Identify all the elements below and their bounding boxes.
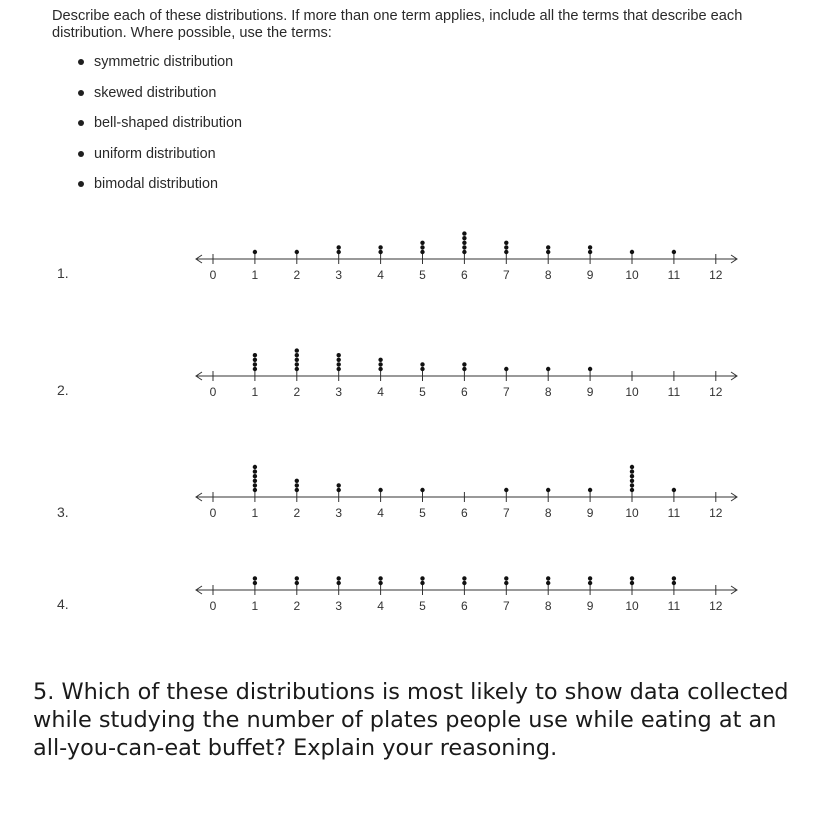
data-dot [378,245,382,249]
data-dot [420,488,424,492]
tick-label: 8 [544,385,552,399]
data-dot [378,358,382,362]
data-dot [504,367,508,371]
data-dot [588,250,592,254]
data-dot [504,250,508,254]
tick-label: 0 [209,268,217,282]
data-dot [504,581,508,585]
tick-label: 10 [625,268,639,282]
data-dot [295,362,299,366]
data-dot [420,362,424,366]
tick-label: 7 [502,599,510,613]
tick-label: 8 [544,268,552,282]
tick-label: 3 [335,385,343,399]
tick-label: 6 [461,506,468,520]
data-dot [462,576,466,580]
data-dot [295,581,299,585]
data-dot [295,576,299,580]
tick-label: 7 [502,385,510,399]
data-dot [630,250,634,254]
plot-2-label: 2. [57,382,69,398]
data-dot [546,581,550,585]
tick-label: 0 [209,385,217,399]
tick-label: 4 [377,506,384,520]
data-dot [295,353,299,357]
tick-label: 2 [293,385,301,399]
data-dot [462,241,466,245]
data-dot [546,245,550,249]
data-dot [420,576,424,580]
data-dot [462,231,466,235]
data-dot [630,479,634,483]
data-dot [337,353,341,357]
data-dot [295,483,299,487]
data-dot [378,250,382,254]
term-label: uniform distribution [94,145,216,162]
tick-label: 4 [377,599,384,613]
tick-label: 4 [377,268,384,282]
data-dot [546,367,550,371]
data-dot [337,362,341,366]
plot-3-label: 3. [57,504,69,520]
tick-label: 0 [209,599,217,613]
data-dot [588,581,592,585]
tick-label: 9 [586,599,594,613]
data-dot [420,250,424,254]
tick-label: 3 [335,599,343,613]
data-dot [462,362,466,366]
tick-label: 12 [709,599,723,613]
data-dot [337,576,341,580]
tick-label: 6 [461,599,468,613]
tick-label: 11 [667,385,681,399]
data-dot [337,358,341,362]
data-dot [630,469,634,473]
data-dot [337,488,341,492]
plot-4-label: 4. [57,596,69,612]
tick-label: 12 [709,506,723,520]
data-dot [420,367,424,371]
tick-label: 10 [625,385,639,399]
data-dot [378,576,382,580]
data-dot [295,479,299,483]
data-dot [253,474,257,478]
tick-label: 5 [419,599,426,613]
data-dot [295,488,299,492]
data-dot [253,581,257,585]
term-label: bell-shaped distribution [94,115,242,131]
tick-label: 11 [667,506,681,520]
data-dot [630,576,634,580]
data-dot [546,250,550,254]
data-dot [588,488,592,492]
data-dot [630,581,634,585]
data-dot [672,488,676,492]
data-dot [253,483,257,487]
tick-label: 9 [586,385,594,399]
data-dot [588,245,592,249]
data-dot [420,581,424,585]
term-label: bimodal distribution [94,176,218,192]
data-dot [253,469,257,473]
data-dot [253,362,257,366]
data-dot [337,581,341,585]
tick-label: 2 [293,599,301,613]
tick-label: 4 [377,385,384,399]
tick-label: 3 [335,506,343,520]
data-dot [295,250,299,254]
tick-label: 7 [502,506,510,520]
data-dot [630,465,634,469]
tick-label: 10 [625,506,639,520]
data-dot [672,250,676,254]
data-dot [630,483,634,487]
tick-label: 11 [667,599,681,613]
data-dot [630,474,634,478]
tick-label: 6 [461,268,468,282]
data-dot [546,488,550,492]
data-dot [462,367,466,371]
data-dot [420,241,424,245]
data-dot [337,250,341,254]
data-dot [253,358,257,362]
tick-label: 12 [709,268,723,282]
data-dot [253,576,257,580]
data-dot [462,250,466,254]
data-dot [462,236,466,240]
tick-label: 10 [625,599,639,613]
tick-label: 3 [335,268,343,282]
data-dot [462,245,466,249]
data-dot [378,367,382,371]
tick-label: 6 [461,385,468,399]
data-dot [672,581,676,585]
data-dot [253,367,257,371]
data-dot [588,367,592,371]
data-dot [253,488,257,492]
data-dot [337,483,341,487]
tick-label: 0 [209,506,217,520]
data-dot [295,358,299,362]
data-dot [378,488,382,492]
data-dot [253,479,257,483]
data-dot [462,581,466,585]
tick-label: 7 [502,268,510,282]
tick-label: 2 [293,506,301,520]
tick-label: 8 [544,506,552,520]
data-dot [672,576,676,580]
data-dot [504,488,508,492]
tick-label: 1 [251,268,259,282]
tick-label: 8 [544,599,552,613]
term-label: symmetric distribution [94,54,234,70]
data-dot [420,245,424,249]
data-dot [253,353,257,357]
data-dot [504,241,508,245]
tick-label: 1 [251,506,259,520]
plot-1-label: 1. [57,265,69,281]
data-dot [253,250,257,254]
tick-label: 5 [419,385,426,399]
tick-label: 9 [586,268,594,282]
tick-label: 12 [709,385,723,399]
data-dot [504,245,508,249]
tick-label: 5 [419,268,426,282]
data-dot [337,367,341,371]
question-text: 5. Which of these distributions is most likely to show data collected while studying the number of plates people use while eating at an all-you-can-eat buffet? Explain your reasoning. [33,679,789,761]
data-dot [253,465,257,469]
tick-label: 2 [293,268,301,282]
data-dot [378,581,382,585]
data-dot [546,576,550,580]
tick-label: 1 [251,599,259,613]
tick-label: 11 [667,268,681,282]
data-dot [588,576,592,580]
data-dot [295,367,299,371]
data-dot [337,245,341,249]
tick-label: 5 [419,506,426,520]
data-dot [295,348,299,352]
tick-label: 9 [586,506,594,520]
data-dot [378,362,382,366]
term-label: skewed distribution [94,84,217,101]
instructions-text: Describe each of these distributions. If more than one term applies, include all the terms that describe each distribution. Where possible, use the terms: [52,8,743,41]
data-dot [630,488,634,492]
data-dot [504,576,508,580]
tick-label: 1 [251,385,259,399]
